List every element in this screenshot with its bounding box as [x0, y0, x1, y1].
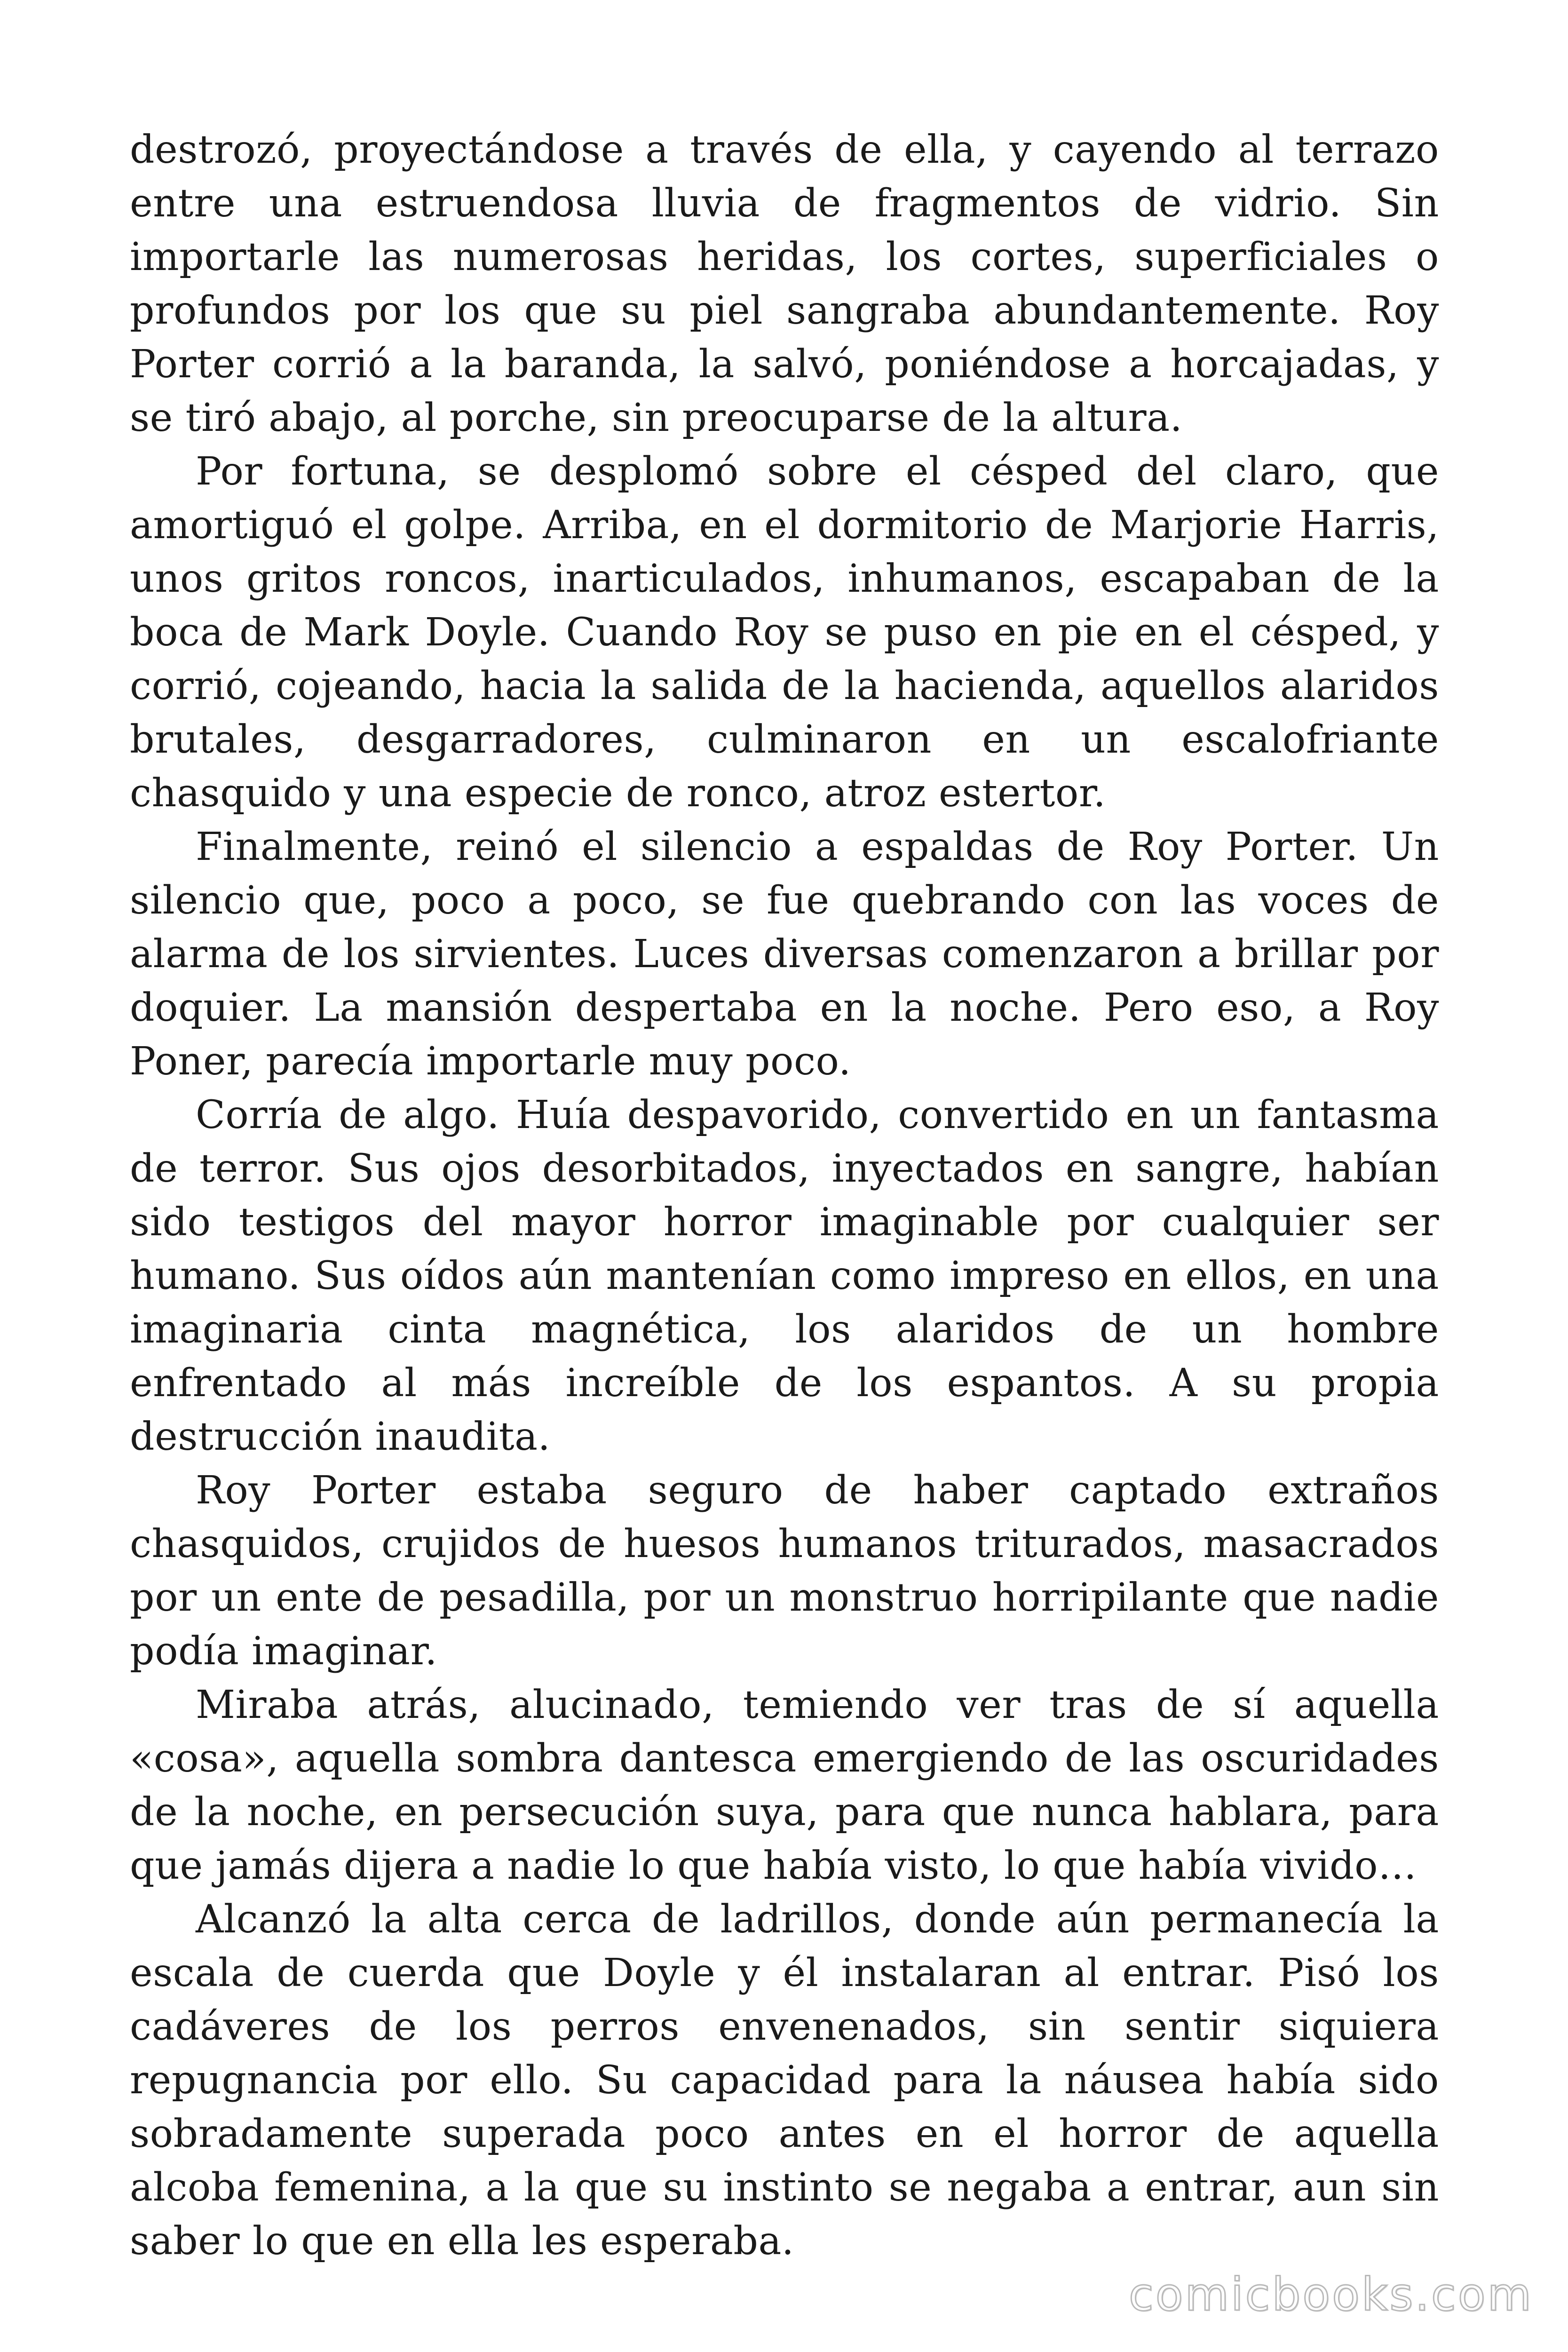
watermark: comicbooks.com — [1128, 2268, 1533, 2321]
paragraph-4: Corría de algo. Huía despavorido, convertido en un fantasma de terror. Sus ojos desorbitados, inyectados en sangre, habían sido testigos del mayor horror imaginable por cualquier ser humano. Sus oídos aún mantenían como impreso en ellos, en una imaginaria cinta magnética, los alaridos de un hombre enfrentado al más increíble de los espantos. A su propia destrucción inaudita. — [130, 1093, 1439, 1459]
paragraph-1: destrozó, proyectándose a través de ella, y cayendo al terrazo entre una estruendosa lluvia de fragmentos de vidrio. Sin importarle las numerosas heridas, los cortes, superficiales o profundos por los que su piel sangraba abundantemente. Roy Porter corrió a la baranda, la salvó, poniéndose a horcajadas, y se tiró abajo, al porche, sin preocuparse de la altura. — [130, 127, 1439, 440]
paragraph-6: Miraba atrás, alucinado, temiendo ver tras de sí aquella «cosa», aquella sombra dantesca emergiendo de las oscuridades de la noche, en persecución suya, para que nunca hablara, para que jamás dijera a nadie lo que había visto, lo que había vivido… — [130, 1683, 1439, 1888]
paragraph-2: Por fortuna, se desplomó sobre el césped del claro, que amortiguó el golpe. Arriba, en el dormitorio de Marjorie Harris, unos gritos roncos, inarticulados, inhumanos, escapaban de la boca de Mark Doyle. Cuando Roy se puso en pie en el césped, y corrió, cojeando, hacia la salida de la hacienda, aquellos alaridos brutales, desgarradores, culminaron en un escalofriante chasquido y una especie de ronco, atroz estertor. — [130, 449, 1439, 816]
paragraph-3: Finalmente, reinó el silencio a espaldas de Roy Porter. Un silencio que, poco a poco, se fue quebrando con las voces de alarma de los sirvientes. Luces diversas comenzaron a brillar por doquier. La mansión despertaba en la noche. Pero eso, a Roy Poner, parecía importarle muy poco. — [130, 825, 1439, 1084]
paragraph-7: Alcanzó la alta cerca de ladrillos, donde aún permanecía la escala de cuerda que Doyle y él instalaran al entrar. Pisó los cadáveres de los perros envenenados, sin sentir siquiera repugnancia por ello. Su capacidad para la náusea había sido sobradamente superada poco antes en el horror de aquella alcoba femenina, a la que su instinto se negaba a entrar, aun sin saber lo que en ella les esperaba. — [130, 1897, 1439, 2264]
paragraph-5: Roy Porter estaba seguro de haber captado extraños chasquidos, crujidos de huesos humanos triturados, masacrados por un ente de pesadilla, por un monstruo horripilante que nadie podía imaginar. — [130, 1468, 1439, 1674]
page-body — [130, 123, 1439, 2268]
